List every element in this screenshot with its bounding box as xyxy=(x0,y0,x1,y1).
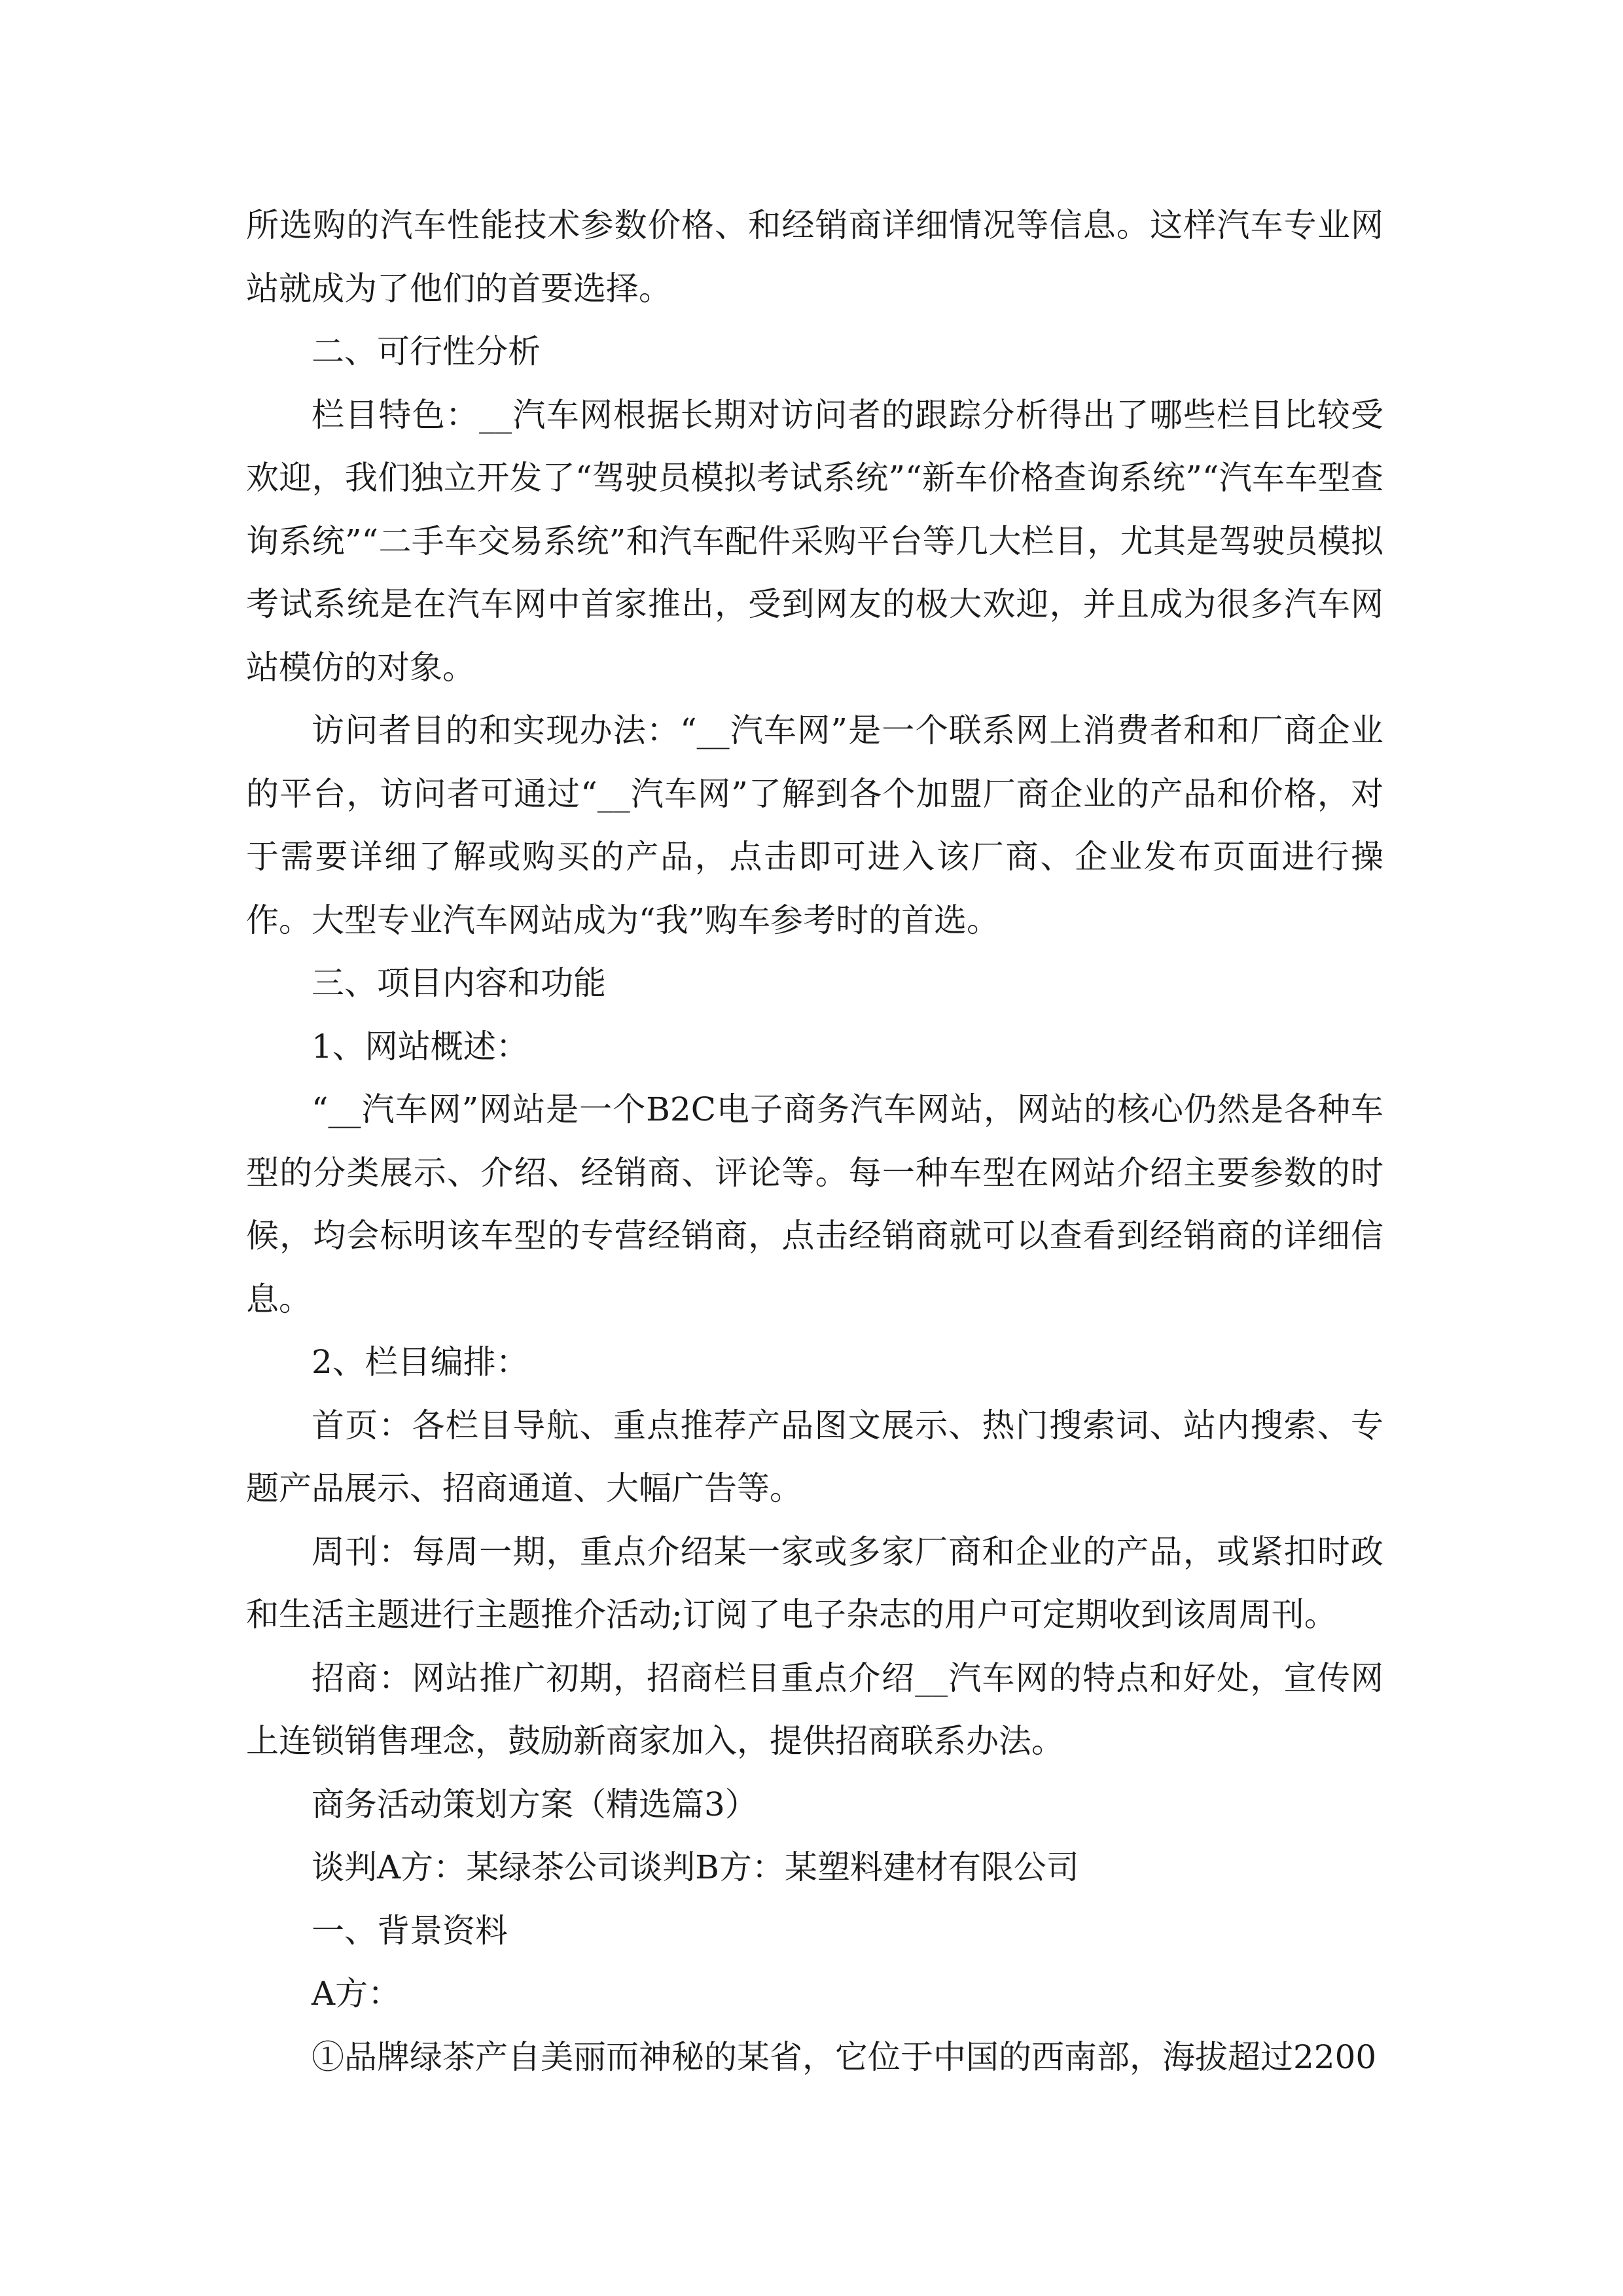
subheading-column-layout: 2、栏目编排： xyxy=(312,1343,529,1381)
paragraph-column-features: 栏目特色：__汽车网根据长期对访问者的跟踪分析得出了哪些栏目比较受欢迎，我们独立开发了“驾驶员模拟考试系统”“新车价格查询系统”“汽车车型查询系统”“二手车交易系统”和汽车配件采购平台等几大栏目，尤其是驾驶员模拟考试系统是在汽车网中首家推出，受到网友的极大欢迎，并且成为很多汽车网站模仿的对象。 xyxy=(246,395,1383,687)
section-heading-feasibility: 二、可行性分析 xyxy=(312,332,541,370)
paragraph-continuation: 所选购的汽车性能技术参数价格、和经销商详细情况等信息。这样汽车专业网站就成为了他们的首要选择。 xyxy=(246,206,1383,308)
paragraph-parties: 谈判A方：某绿茶公司谈判B方：某塑料建材有限公司 xyxy=(312,1848,1079,1886)
paragraph-weekly: 周刊：每周一期，重点介绍某一家或多家厂商和企业的产品，或紧扣时政和生活主题进行主题推介活动;订阅了电子杂志的用户可定期收到该周周刊。 xyxy=(246,1532,1383,1634)
paragraph-site-overview: “__汽车网”网站是一个B2C电子商务汽车网站，网站的核心仍然是各种车型的分类展示、介绍、经销商、评论等。每一种车型在网站介绍主要参数的时候，均会标明该车型的专营经销商，点击经销商就可以查看到经销商的详细信息。 xyxy=(246,1090,1383,1318)
subheading-party-a: A方： xyxy=(312,1975,401,2013)
subheading-site-overview: 1、网站概述： xyxy=(312,1027,529,1066)
document-body xyxy=(246,194,1383,2089)
paragraph-homepage: 首页：各栏目导航、重点推荐产品图文展示、热门搜索词、站内搜索、专题产品展示、招商通道、大幅广告等。 xyxy=(246,1406,1383,1507)
paragraph-merchant: 招商：网站推广初期，招商栏目重点介绍__汽车网的特点和好处，宣传网上连锁销售理念，鼓励新商家加入，提供招商联系办法。 xyxy=(246,1659,1383,1760)
section-heading-background: 一、背景资料 xyxy=(312,1911,508,1950)
paragraph-visitor-purpose: 访问者目的和实现办法：“__汽车网”是一个联系网上消费者和和厂商企业的平台，访问者可通过“__汽车网”了解到各个加盟厂商企业的产品和价格，对于需要详细了解或购买的产品，点击即可进入该厂商、企业发布页面进行操作。大型专业汽车网站成为“我”购车参考时的首选。 xyxy=(246,711,1383,939)
paragraph-green-tea: ①品牌绿茶产自美丽而神秘的某省，它位于中国的西南部，海拔超过2200 xyxy=(312,2037,1377,2076)
section-heading-project-content: 三、项目内容和功能 xyxy=(312,964,606,1002)
heading-business-plan: 商务活动策划方案（精选篇3） xyxy=(312,1785,758,1823)
